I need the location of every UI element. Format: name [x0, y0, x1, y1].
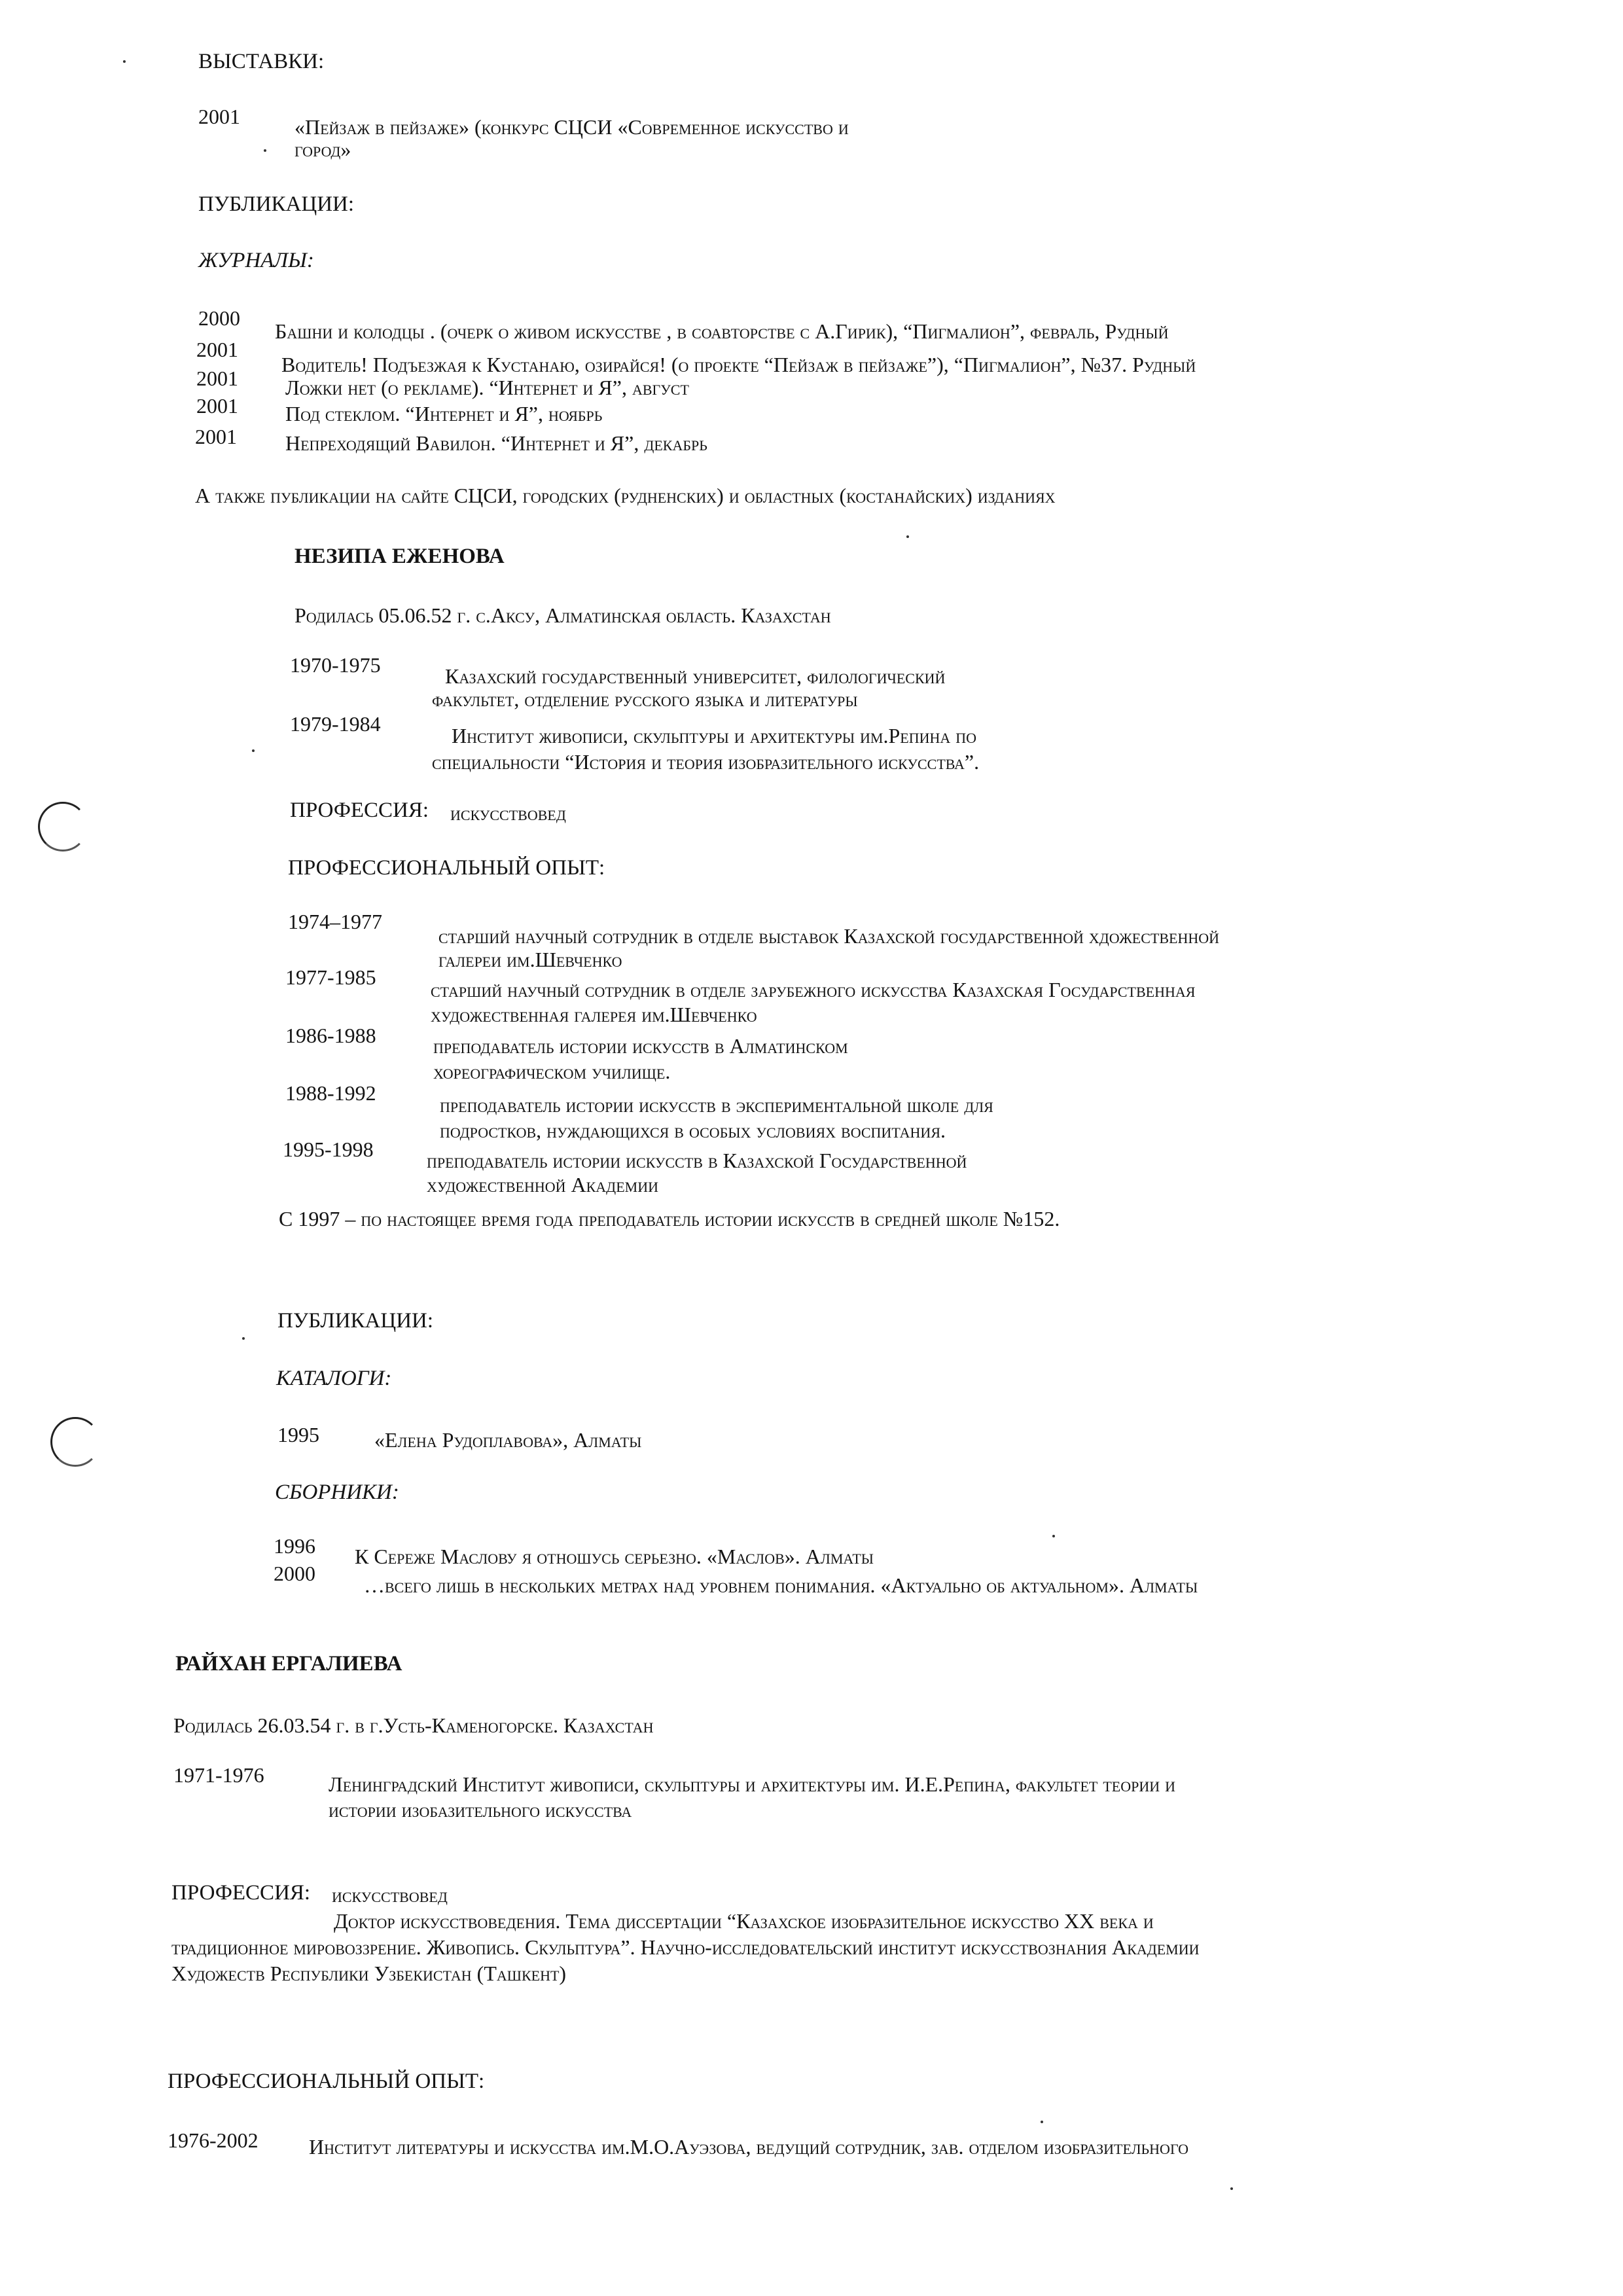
scan-speck: [123, 60, 126, 63]
journal-entry: Непреходящий Вавилон. “Интернет и Я”, декабрь: [285, 431, 707, 455]
education-years: 1979-1984: [290, 712, 381, 736]
profession-value: искусствовед: [450, 801, 566, 825]
scan-speck: [252, 749, 255, 752]
experience-years: 1995-1998: [283, 1138, 374, 1161]
catalog-year: 1995: [277, 1423, 319, 1446]
doctor-degree-cont: Художеств Республики Узбекистан (Ташкент): [171, 1962, 567, 1985]
journal-entry: Башни и колодцы . (очерк о живом искусстве , в соавторстве с А.Гирик), “Пигмалион”, февраль, Рудный: [275, 319, 1169, 343]
scan-speck: [1052, 1535, 1055, 1537]
person-name: РАЙХАН ЕРГАЛИЕВА: [175, 1652, 402, 1676]
experience-text: старший научный сотрудник в отделе зарубежного искусства Казахская Государственная: [431, 978, 1196, 1001]
person-name: НЕЗИПА ЕЖЕНОВА: [294, 545, 505, 568]
journal-entry: Ложки нет (о рекламе). “Интернет и Я”, август: [285, 376, 689, 399]
experience-years: 1976-2002: [168, 2128, 259, 2152]
catalogs-heading: КАТАЛОГИ:: [276, 1367, 392, 1390]
education-text: Казахский государственный университет, филологический: [445, 664, 946, 688]
birth-info: Родилась 05.06.52 г. с.Аксу, Алматинская область. Казахстан: [294, 603, 831, 627]
experience-text-cont: галереи им.Шевченко: [438, 948, 622, 971]
doctor-degree-cont: традиционное мировоззрение. Живопись. Скульптура”. Научно-исследовательский институт искусствознания Академии: [171, 1935, 1200, 1959]
journal-year: 2001: [196, 338, 238, 361]
experience-text-cont: подростков, нуждающихся в особых условиях воспитания.: [440, 1119, 946, 1142]
scan-speck: [264, 149, 266, 152]
scan-speck: [906, 535, 909, 538]
birth-info: Родилась 26.03.54 г. в г.Усть-Каменогорске. Казахстан: [173, 1713, 654, 1737]
punch-hole: [50, 1417, 100, 1467]
experience-text-cont: художественная галерея им.Шевченко: [431, 1003, 757, 1026]
experience-text: Институт литературы и искусства им.М.О.Ауэзова, ведущий сотрудник, зав. отделом изобразительного: [309, 2135, 1189, 2159]
punch-hole: [38, 802, 88, 852]
scan-speck: [1230, 2187, 1233, 2190]
experience-years: 1986-1988: [285, 1024, 376, 1047]
experience-text-cont: художественной Академии: [427, 1173, 658, 1196]
journal-entry: Водитель! Подъезжая к Кустанаю, озирайся! (о проекте “Пейзаж в пейзаже”), “Пигмалион”, №37. Рудный: [281, 353, 1196, 376]
experience-years: 1988-1992: [285, 1081, 376, 1105]
catalog-entry: «Елена Рудоплавова», Алматы: [374, 1428, 642, 1452]
profession-value: искусствовед: [332, 1883, 448, 1907]
education-years: 1971-1976: [173, 1763, 264, 1787]
experience-text: преподаватель истории искусств в Алматинском: [433, 1034, 848, 1058]
journal-year: 2001: [196, 394, 238, 418]
journal-year: 2001: [195, 425, 237, 448]
publications-heading: ПУБЛИКАЦИИ:: [198, 192, 355, 216]
collection-year: 1996: [274, 1534, 315, 1558]
collection-year: 2000: [274, 1562, 315, 1585]
also-publications: А также публикации на сайте СЦСИ, городских (рудненских) и областных (костанайских) изданиях: [195, 484, 1056, 507]
experience-text-cont: хореографическом училище.: [433, 1060, 671, 1083]
experience-years: 1974–1977: [288, 910, 382, 933]
education-text: Институт живописи, скульптуры и архитектуры им.Репина по: [452, 724, 977, 747]
experience-years: 1977-1985: [285, 965, 376, 989]
exhibition-year: 2001: [198, 105, 240, 128]
current-position: С 1997 – по настоящее время года преподаватель истории искусств в средней школе №152.: [279, 1207, 1060, 1230]
doctor-degree: Доктор искусствоведения. Тема диссертации “Казахское изобразительное искусство XX века и: [334, 1909, 1154, 1933]
exhibition-text: «Пейзаж в пейзаже» (конкурс СЦСИ «Современное искусство и: [294, 115, 849, 139]
scan-speck: [1041, 2121, 1043, 2123]
experience-text: преподаватель истории искусств в Казахской Государственной: [427, 1149, 967, 1172]
collection-entry: …всего лишь в нескольких метрах над уровнем понимания. «Актуально об актуальном». Алматы: [364, 1573, 1198, 1597]
journal-entry: Под стеклом. “Интернет и Я”, ноябрь: [285, 402, 603, 425]
journal-year: 2001: [196, 367, 238, 390]
exhibition-text-cont: город»: [294, 137, 351, 161]
journals-heading: ЖУРНАЛЫ:: [198, 249, 314, 272]
scan-speck: [242, 1337, 245, 1340]
exhibitions-heading: ВЫСТАВКИ:: [198, 50, 325, 73]
education-text-cont: истории изобазительного искусства: [329, 1798, 632, 1821]
education-text: Ленинградский Институт живописи, скульптуры и архитектуры им. И.Е.Репина, факультет теории и: [329, 1772, 1175, 1796]
collections-heading: СБОРНИКИ:: [275, 1480, 399, 1504]
profession-label: ПРОФЕССИЯ:: [290, 798, 429, 822]
publications-heading: ПУБЛИКАЦИИ:: [277, 1309, 434, 1333]
journal-year: 2000: [198, 306, 240, 330]
experience-text: старший научный сотрудник в отделе выставок Казахской государственной хдожественной: [438, 924, 1220, 948]
education-text-cont: специальности “История и теория изобразительного искусства”.: [432, 750, 980, 774]
education-text-cont: факультет, отделение русского языка и литературы: [432, 687, 858, 711]
experience-heading: ПРОФЕССИОНАЛЬНЫЙ ОПЫТ:: [168, 2070, 485, 2093]
experience-text: преподаватель истории искусств в экспериментальной школе для: [440, 1093, 993, 1117]
collection-entry: К Сереже Маслову я отношусь серьезно. «Маслов». Алматы: [355, 1545, 874, 1568]
education-years: 1970-1975: [290, 653, 381, 677]
profession-label: ПРОФЕССИЯ:: [171, 1881, 311, 1905]
experience-heading: ПРОФЕССИОНАЛЬНЫЙ ОПЫТ:: [288, 856, 605, 880]
